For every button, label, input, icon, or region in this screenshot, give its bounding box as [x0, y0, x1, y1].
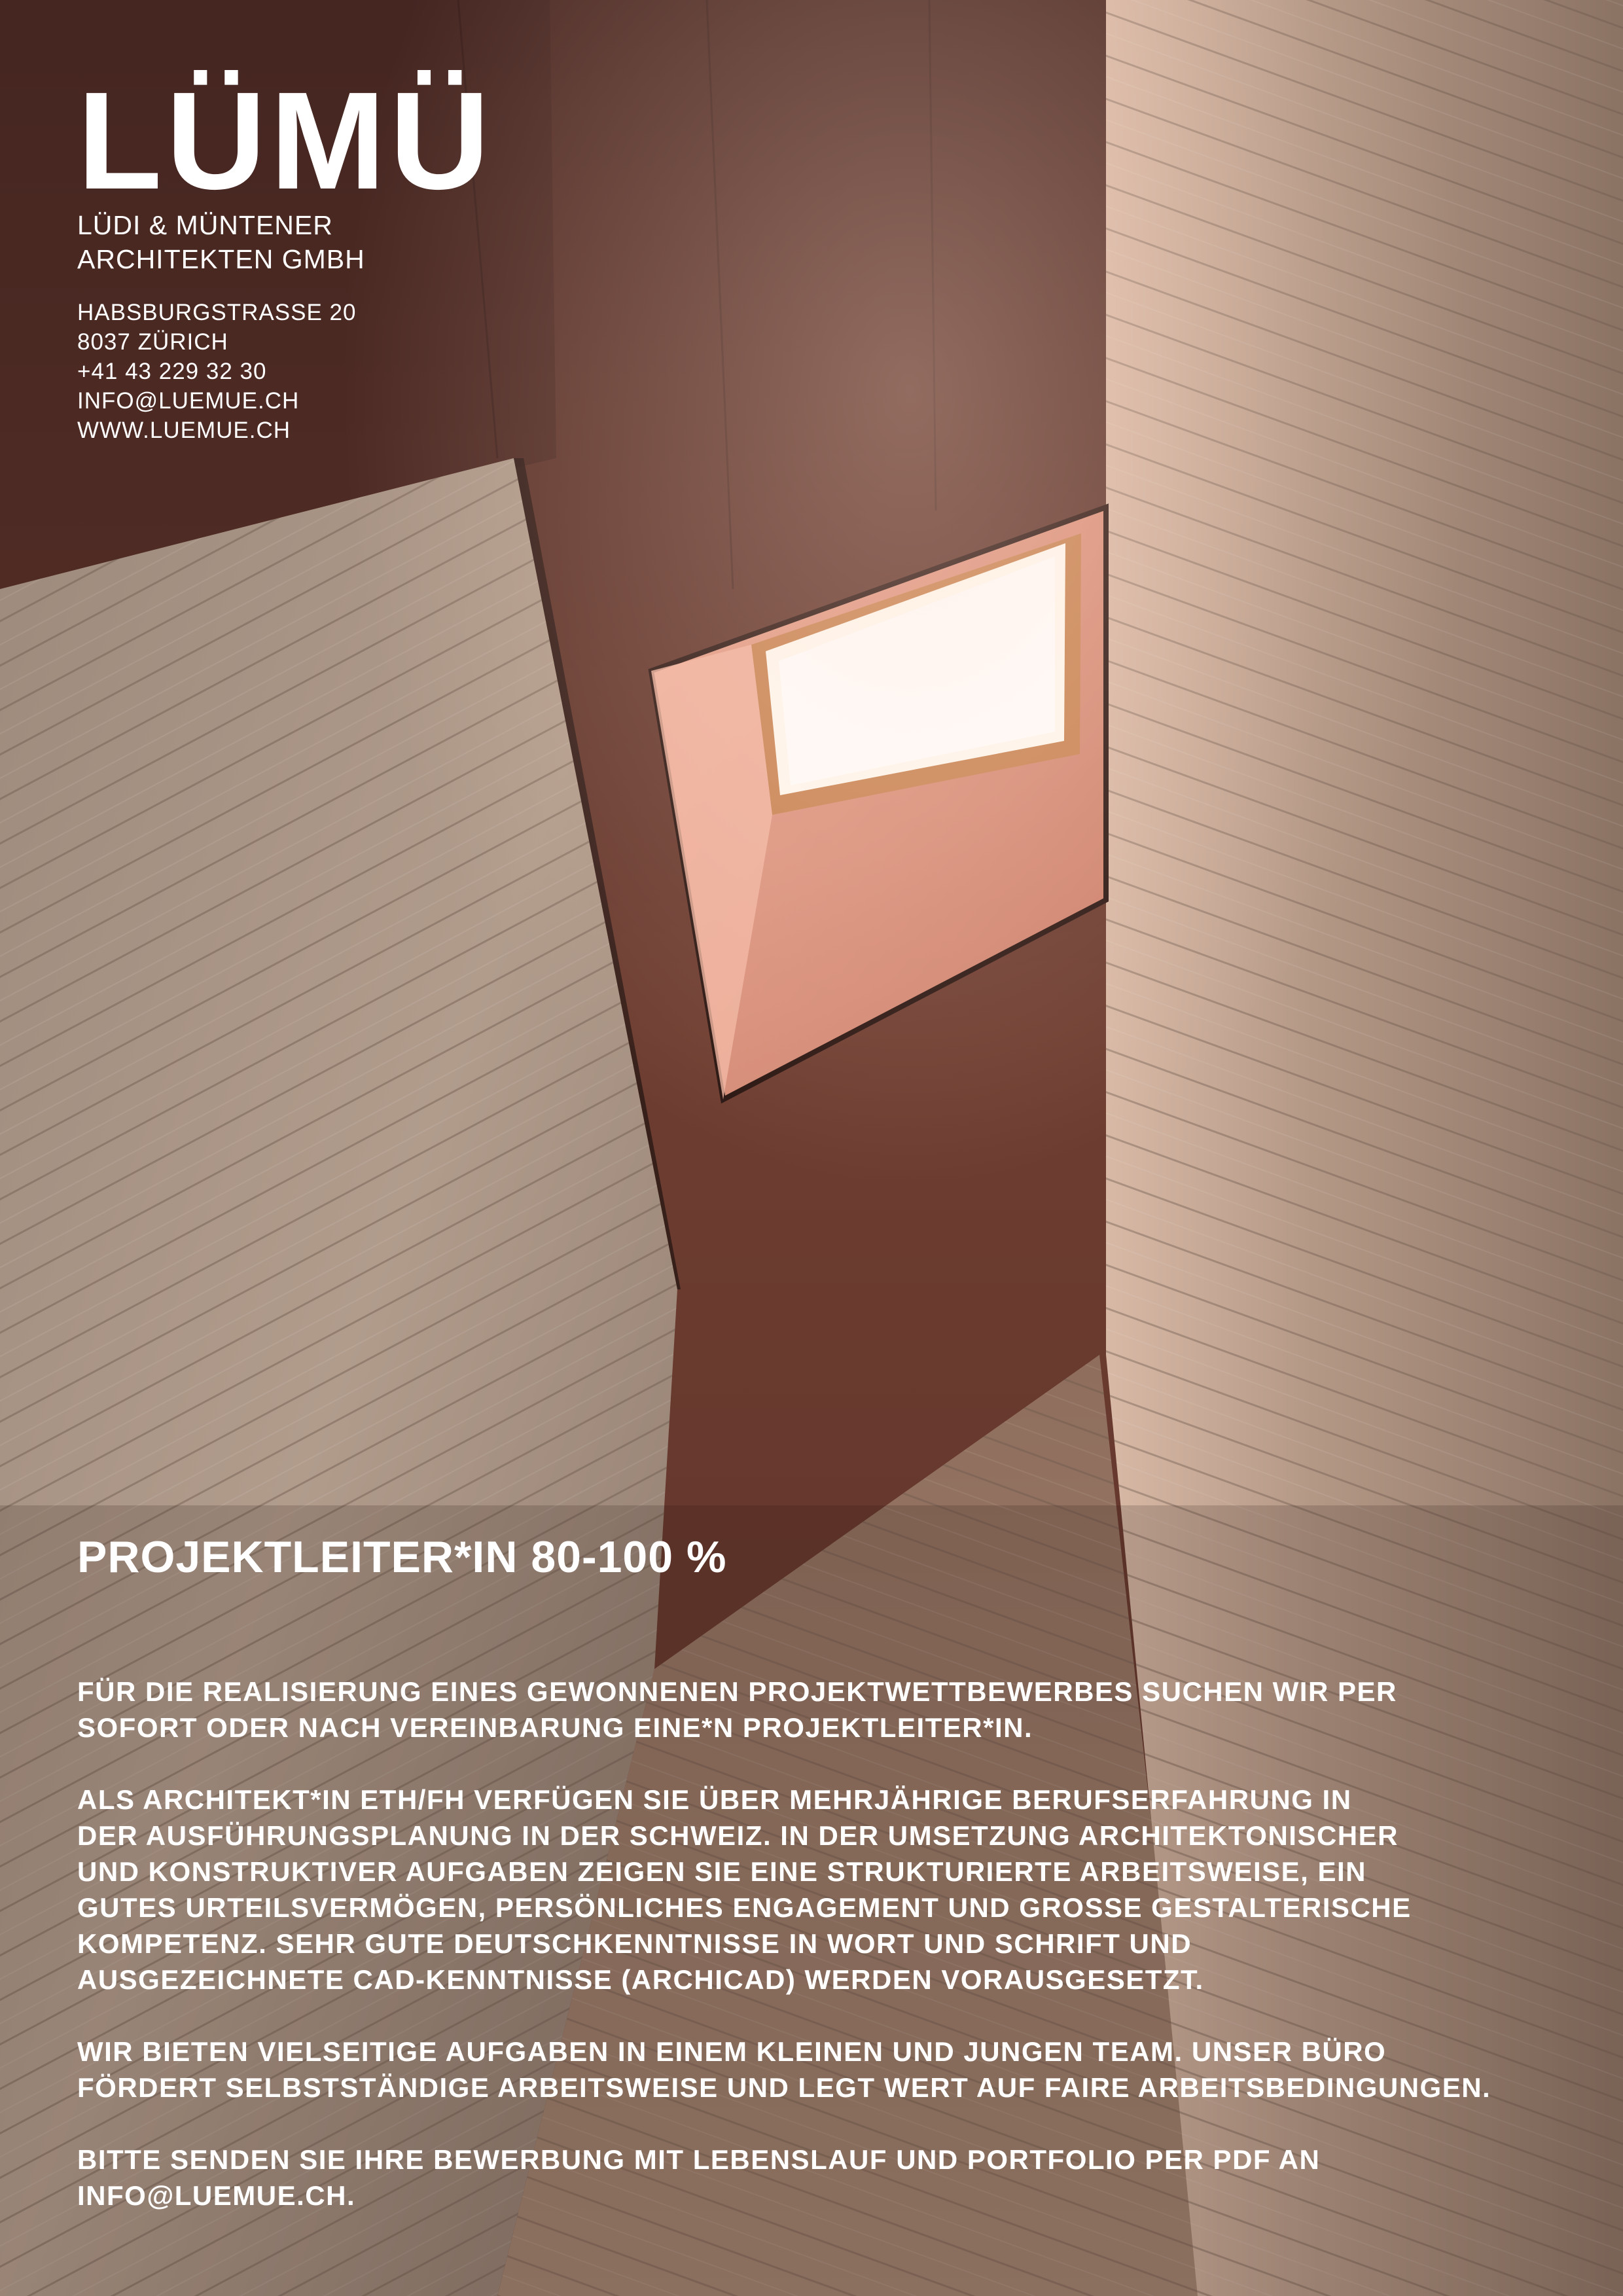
- text-line: GUTES URTEILSVERMÖGEN, PERSÖNLICHES ENGAGEMENT UND GROSSE GESTALTERISCHE: [77, 1892, 1412, 1923]
- job-title: PROJEKTLEITER*IN 80-100 %: [77, 1532, 727, 1582]
- logo: LÜMÜ: [77, 63, 494, 218]
- email-link[interactable]: INFO@LUEMUE.CH: [77, 388, 300, 414]
- paragraph-apply: [77, 2142, 1491, 2214]
- text-line: FÖRDERT SELBSTSTÄNDIGE ARBEITSWEISE UND LEGT WERT AUF FAIRE ARBEITSBEDINGUNGEN.: [77, 2072, 1491, 2103]
- address-street: HABSBURGSTRASSE 20: [77, 300, 357, 325]
- firm-line: LÜDI & MÜNTENER: [77, 210, 333, 240]
- text-line: KOMPETENZ. SEHR GUTE DEUTSCHKENNTNISSE IN WORT UND SCHRIFT UND: [77, 1928, 1192, 1959]
- address-city: 8037 ZÜRICH: [77, 329, 228, 355]
- text-line: UND KONSTRUKTIVER AUFGABEN ZEIGEN SIE EINE STRUKTURIERTE ARBEITSWEISE, EIN: [77, 1856, 1367, 1887]
- apply-email-link[interactable]: INFO@LUEMUE.CH.: [77, 2180, 356, 2211]
- text-line: FÜR DIE REALISIERUNG EINES GEWONNENEN PROJEKTWETTBEWERBES SUCHEN WIR PER: [77, 1676, 1397, 1707]
- text-line: AUSGEZEICHNETE CAD-KENNTNISSE (ARCHICAD) WERDEN VORAUSGESETZT.: [77, 1964, 1204, 1995]
- firm-name: [77, 208, 365, 276]
- text-line: WIR BIETEN VIELSEITIGE AUFGABEN IN EINEM KLEINEN UND JUNGEN TEAM. UNSER BÜRO: [77, 2036, 1387, 2067]
- text-line: DER AUSFÜHRUNGSPLANUNG IN DER SCHWEIZ. IN DER UMSETZUNG ARCHITEKTONISCHER: [77, 1820, 1399, 1851]
- contact-info: [77, 298, 356, 445]
- paragraph-intro: [77, 1674, 1491, 1746]
- text-line: BITTE SENDEN SIE IHRE BEWERBUNG MIT LEBENSLAUF UND PORTFOLIO PER PDF AN: [77, 2144, 1321, 2175]
- phone: +41 43 229 32 30: [77, 359, 267, 384]
- firm-line: ARCHITEKTEN GMBH: [77, 244, 365, 274]
- text-line: SOFORT ODER NACH VEREINBARUNG EINE*N PROJEKTLEITER*IN.: [77, 1712, 1033, 1743]
- job-description: [77, 1674, 1491, 2250]
- website-link[interactable]: WWW.LUEMUE.CH: [77, 418, 291, 443]
- paragraph-requirements: [77, 1782, 1491, 1998]
- paragraph-offer: [77, 2034, 1491, 2106]
- text-line: ALS ARCHITEKT*IN ETH/FH VERFÜGEN SIE ÜBER MEHRJÄHRIGE BERUFSERFAHRUNG IN: [77, 1784, 1352, 1815]
